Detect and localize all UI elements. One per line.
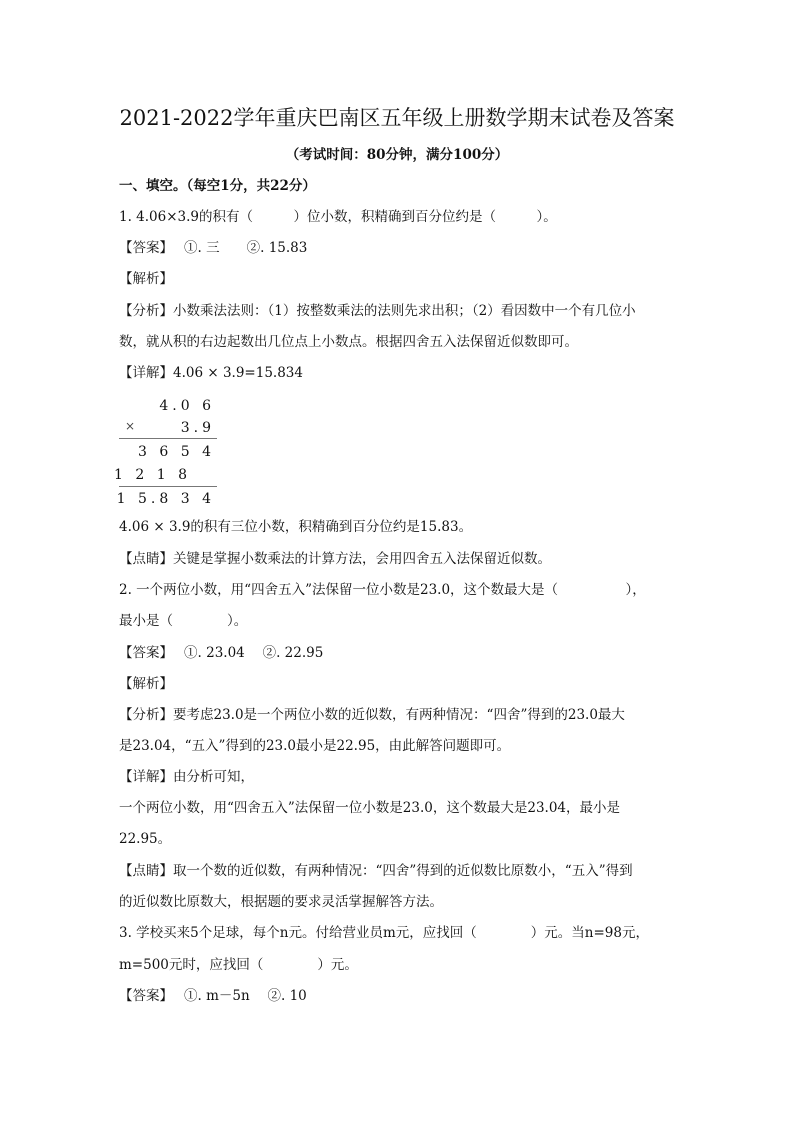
detail-2: 【详解】由分析可知，	[119, 769, 254, 785]
question-2-line-1: 2. 一个两位小数，用“四舍五入”法保留一位小数是23.0，这个数最大是（ ），	[119, 582, 646, 598]
analysis-label-2: 【解析】	[119, 676, 173, 692]
page-title: 2021-2022学年重庆巴南区五年级上册数学期末试卷及答案	[119, 106, 675, 130]
calc-row-product: 1 5.8 3 4	[116, 491, 215, 507]
vertical-multiplication	[114, 394, 217, 512]
analysis-1-line-1: 【分析】小数乘法法则：（1）按整数乘法的法则先求出积；（2）看因数中一个有几位小	[119, 303, 636, 319]
question-3-line-2: m=500元时，应找回（ ）元。	[119, 957, 358, 973]
detail-2-line-2: 22.95。	[119, 831, 172, 847]
analysis-2-line-2: 是23.04，“五入”得到的23.0最小是22.95，由此解答问题即可。	[119, 738, 511, 754]
analysis-1-line-2: 数，就从积的右边起数出几位点上小数点。根据四舍五入法保留近似数即可。	[119, 334, 578, 350]
comment-2-line-1: 【点睛】取一个数的近似数，有两种情况：“四舍”得到的近似数比原数小，“五入”得到	[119, 863, 633, 879]
section-heading: 一、填空。（每空1分，共22分）	[119, 178, 316, 194]
comment-1: 【点睛】关键是掌握小数乘法的计算方法，会用四舍五入法保留近似数。	[119, 551, 551, 567]
calc-rule	[119, 438, 217, 439]
conclusion-1: 4.06 × 3.9的积有三位小数，积精确到百分位约是15.83。	[119, 519, 473, 535]
exam-info: （考试时间：80分钟，满分100分）	[285, 147, 509, 163]
calc-row-multiplier: 3.9	[180, 420, 215, 436]
answer-3: 【答案】 ①. m－5n ②. 10	[119, 988, 307, 1004]
calc-row-multiplicand: 4.0 6	[159, 398, 215, 414]
analysis-label-1: 【解析】	[119, 271, 173, 287]
detail-1: 【详解】4.06 × 3.9=15.834	[119, 365, 303, 381]
times-sign: ×	[125, 419, 136, 433]
calc-rule	[119, 486, 217, 487]
answer-2: 【答案】 ①. 23.04 ②. 22.95	[119, 645, 324, 661]
answer-1: 【答案】 ①. 三 ②. 15.83	[119, 240, 308, 256]
question-2-line-2: 最小是（ ）。	[119, 613, 248, 629]
question-3-line-1: 3. 学校买来5个足球，每个n元。付给营业员m元，应找回（ ）元。当n=98元，	[119, 925, 649, 941]
question-1: 1. 4.06×3.9的积有（ ）位小数，积精确到百分位约是（ ）。	[119, 209, 557, 225]
comment-2-line-2: 的近似数比原数大，根据题的要求灵活掌握解答方法。	[119, 894, 443, 910]
calc-row-partial-1: 3 6 5 4	[138, 444, 215, 460]
analysis-2-line-1: 【分析】要考虑23.0是一个两位小数的近似数，有两种情况：“四舍”得到的23.0最大	[119, 707, 625, 723]
calc-row-partial-2: 1 2 1 8	[114, 467, 191, 483]
detail-2-line-1: 一个两位小数，用“四舍五入”法保留一位小数是23.0，这个数最大是23.04，最小是	[119, 800, 621, 816]
